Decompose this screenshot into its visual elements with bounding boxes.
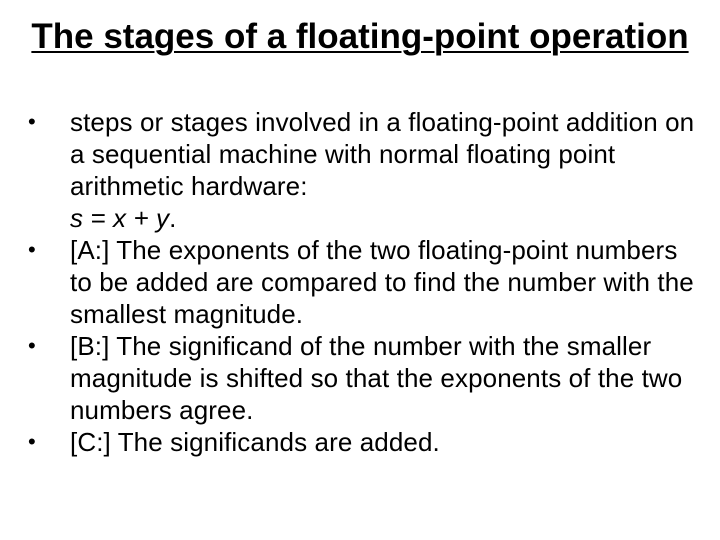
bullet-item-c (28, 426, 698, 458)
bullet-text-c: [C:] The significands are added. (70, 427, 440, 457)
bullet-item-b (28, 330, 698, 426)
bullet-text-a: [A:] The exponents of the two floating-point numbers to be added are compared to find the number with the smallest magnitude. (70, 235, 694, 329)
bullet-list (28, 106, 698, 458)
bullet-item-intro (28, 106, 698, 234)
bullet-icon: • (28, 109, 36, 134)
bullet-intro-text: steps or stages involved in a floating-point addition on a sequential machine with normal floating point arithmetic hardware: (70, 107, 695, 201)
formula-suffix: . (169, 203, 177, 233)
bullet-item-a (28, 234, 698, 330)
bullet-icon: • (28, 429, 36, 454)
bullet-icon: • (28, 333, 36, 358)
bullet-text-b: [B:] The significand of the number with the smaller magnitude is shifted so that the exponents of the two numbers agree. (70, 331, 683, 425)
bullet-icon: • (28, 237, 36, 262)
slide-title: The stages of a floating-point operation (31, 17, 689, 56)
formula: s = x + y (70, 203, 170, 233)
bullet-text (70, 106, 698, 234)
